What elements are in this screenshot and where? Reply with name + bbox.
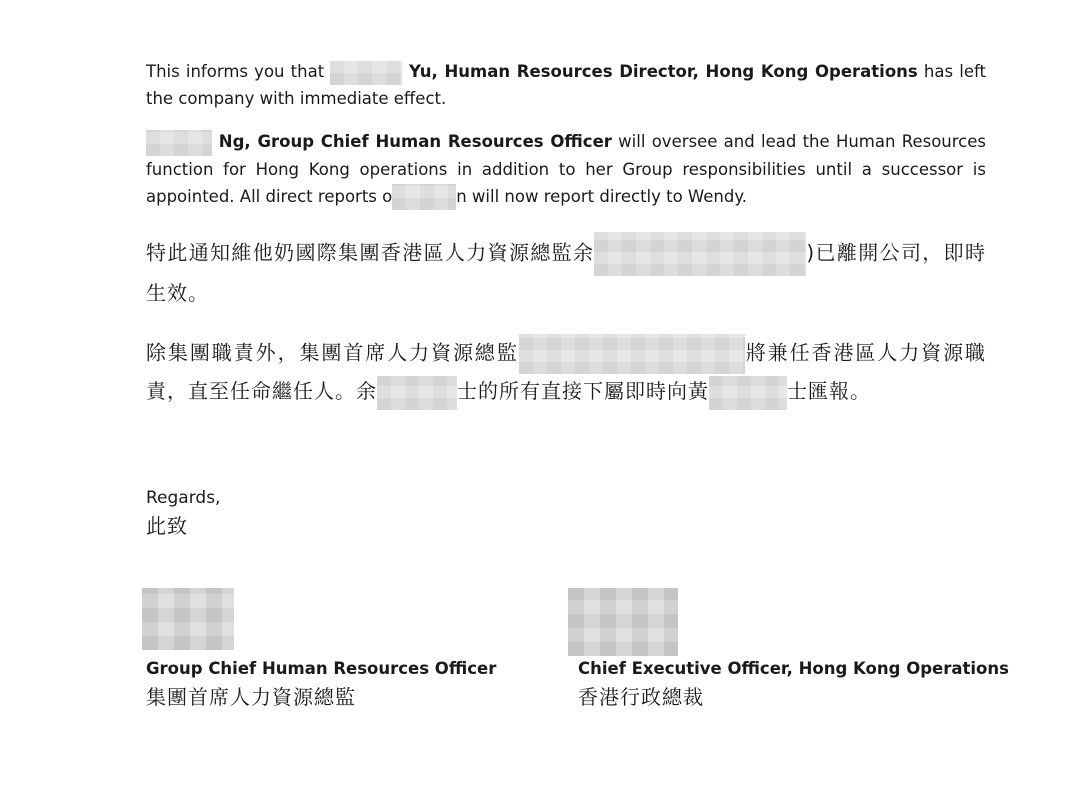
redacted-signature	[142, 588, 234, 650]
redacted-name	[594, 232, 806, 276]
signatory-title-zh: 集團首席人力資源總監	[146, 685, 356, 709]
regards-zh: 此致	[146, 514, 188, 538]
signatory-title-en: Group Chief Human Resources Officer	[146, 659, 497, 678]
closing	[146, 484, 220, 540]
signature-right	[578, 588, 1009, 712]
redacted-name	[709, 376, 787, 410]
text: 將兼任香港區人力資源職責，直至任命繼任人。余	[146, 340, 987, 403]
text: 除集團職責外，集團首席人力資源總監	[146, 340, 519, 365]
text: 士的所有直接下屬即時向黃	[457, 379, 709, 403]
paragraph-departure-en	[146, 58, 986, 112]
paragraph-departure-zh	[146, 232, 986, 310]
text-bold: Yu, Human Resources Director, Hong Kong Operations	[402, 62, 918, 81]
redacted-signature	[568, 588, 678, 656]
text: n will now report directly to Wendy.	[456, 186, 748, 206]
text: will oversee and lead the Human Resources function for Hong Kong operations in addition to her Group responsibilities until a successor is appointed. All direct reports o	[146, 132, 986, 206]
regards-en: Regards,	[146, 488, 221, 508]
redacted-name	[146, 130, 212, 156]
paragraph-successor-en	[146, 128, 986, 210]
signatory-title-en: Chief Executive Officer, Hong Kong Operations	[578, 659, 1009, 678]
letter-body	[146, 58, 986, 434]
text: )已離開公司，即時生效。	[146, 240, 987, 305]
redacted-name	[519, 334, 745, 374]
text: 士匯報。	[787, 379, 871, 403]
paragraph-successor-zh	[146, 334, 986, 410]
signature-left	[146, 588, 496, 712]
signatory-title-zh: 香港行政總裁	[578, 685, 704, 709]
text: This informs you that	[146, 62, 325, 81]
redacted-name	[377, 376, 457, 410]
redacted-name	[392, 184, 456, 210]
text-bold: Ng, Group Chief Human Resources Officer	[212, 132, 612, 151]
redacted-name	[330, 61, 402, 85]
text: 特此通知維他奶國際集團香港區人力資源總監余	[146, 240, 595, 265]
text: has left the company with immediate effect.	[146, 62, 986, 108]
